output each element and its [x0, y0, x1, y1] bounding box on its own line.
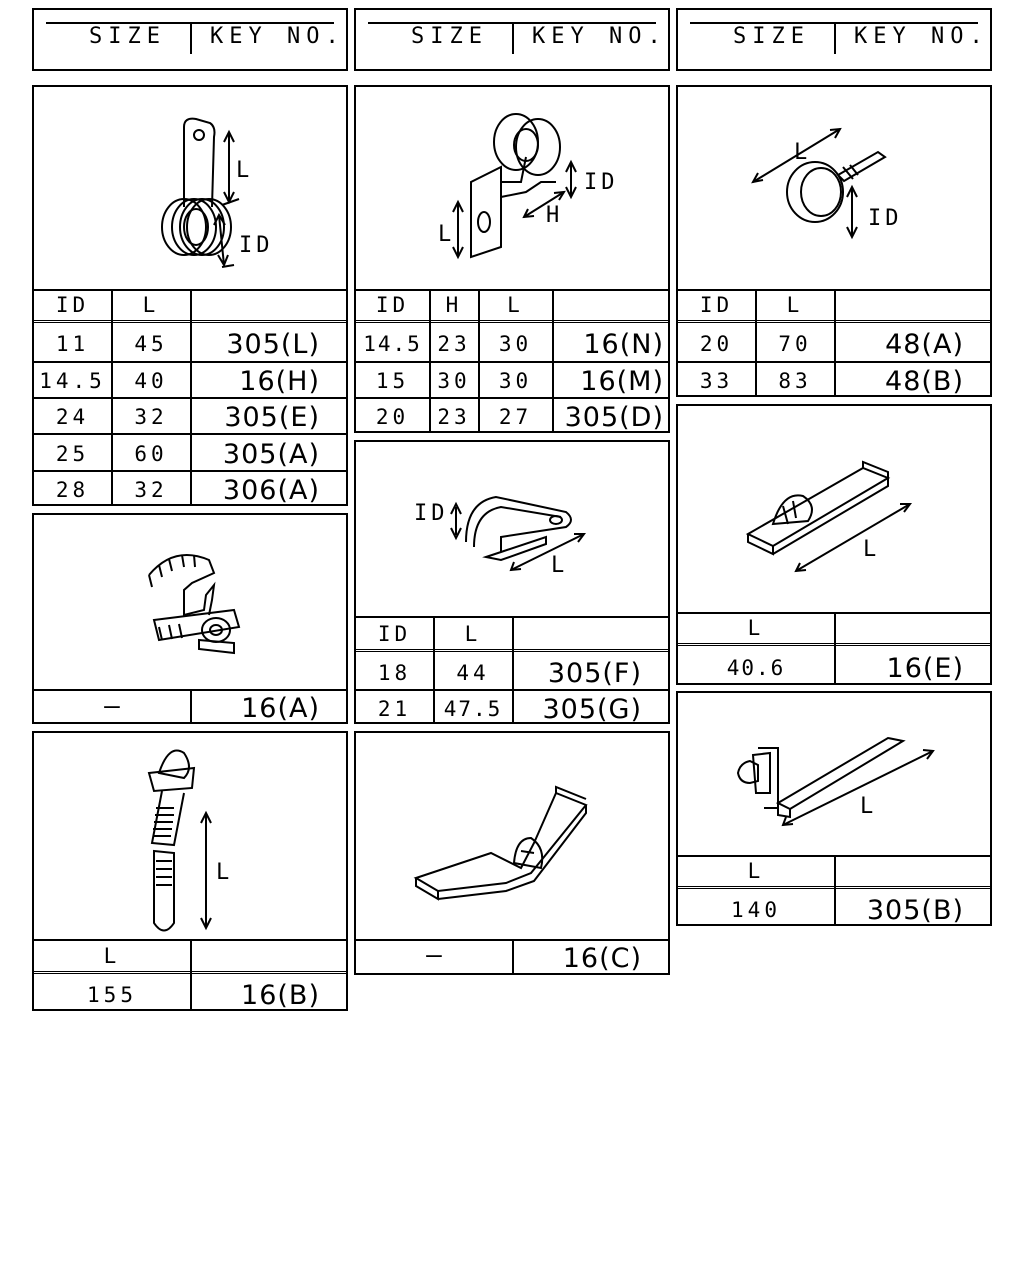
cell: 32 [134, 478, 168, 502]
col-l: L [507, 293, 524, 317]
key-no: 305(B) [866, 895, 964, 926]
cell: 44 [456, 661, 490, 685]
size-header: SIZE [89, 24, 166, 49]
cell: 15 [375, 369, 410, 393]
key-no: 48(B) [885, 366, 964, 397]
cell: 18 [377, 661, 412, 685]
dim-id-label: ID [584, 170, 619, 195]
panel-band-c [676, 85, 992, 397]
cell: 23 [437, 405, 471, 429]
cell: 30 [437, 369, 471, 393]
panel-clamp-b [354, 85, 670, 433]
panel-clip-e [354, 440, 670, 724]
cell: 70 [778, 332, 812, 356]
dim-h-label: H [546, 203, 560, 228]
key-no: 16(N) [583, 329, 664, 360]
panel-clamp-a [32, 85, 348, 506]
cell: 11 [55, 332, 90, 356]
no-size-dash: — [104, 691, 120, 721]
long-tie-drawing [678, 693, 990, 855]
cell: 14.5 [39, 369, 106, 393]
key-no: 16(C) [562, 943, 642, 974]
col-l: L [464, 622, 482, 646]
cell: 25 [55, 442, 90, 466]
cell: 60 [134, 442, 168, 466]
dim-l-label: L [438, 222, 452, 247]
dim-l-label: L [551, 553, 565, 578]
cell: 30 [498, 332, 533, 356]
cell: 27 [498, 405, 533, 429]
cell: 23 [437, 332, 471, 356]
cell: 155 [87, 983, 137, 1007]
key-no: 48(A) [885, 329, 964, 360]
dim-l-label: L [236, 158, 250, 183]
dim-id-label: ID [414, 501, 449, 526]
col-l: L [747, 616, 765, 640]
cell: 83 [778, 369, 812, 393]
dim-l-label: L [860, 794, 874, 819]
key-no: 305(A) [222, 439, 320, 470]
key-no: 16(E) [886, 653, 964, 684]
cell: 24 [55, 405, 90, 429]
cell: 45 [134, 332, 168, 356]
header-box-2 [354, 8, 670, 71]
cell: 32 [134, 405, 168, 429]
key-no: 305(F) [547, 658, 642, 689]
key-header: KEY NO. [210, 24, 345, 49]
slot-clamp-drawing [356, 442, 668, 616]
key-header: KEY NO. [532, 24, 667, 49]
cell: 140 [731, 898, 781, 922]
key-no: 16(H) [239, 366, 320, 397]
col-h: H [445, 293, 463, 317]
flat-tie-2-drawing [356, 733, 668, 939]
col-id: ID [699, 293, 734, 317]
col-l: L [786, 293, 804, 317]
key-no: 16(A) [241, 693, 320, 724]
header-box-3 [676, 8, 992, 71]
panel-tie-g [32, 731, 348, 1011]
no-size-dash: — [426, 940, 442, 970]
panel-tie-h [354, 731, 670, 975]
dim-l-label: L [216, 860, 230, 885]
key-no: 305(L) [226, 329, 320, 360]
p-clamp-drawing [34, 87, 346, 289]
clip-drawing [34, 515, 346, 689]
key-no: 306(A) [222, 475, 320, 506]
cell: 20 [699, 332, 734, 356]
col-id: ID [55, 293, 90, 317]
push-mount-tie-drawing [34, 733, 346, 939]
header-box-1 [32, 8, 348, 71]
key-no: 305(D) [564, 402, 664, 433]
col-l: L [747, 859, 765, 883]
col-l: L [142, 293, 160, 317]
dim-id-label: ID [868, 206, 903, 231]
key-no: 305(E) [224, 402, 320, 433]
cell: 20 [375, 405, 410, 429]
panel-clip-d [32, 513, 348, 724]
cell: 14.5 [363, 332, 422, 356]
cell: 47.5 [443, 697, 503, 721]
key-no: 16(M) [580, 366, 664, 397]
col-l: L [103, 944, 121, 968]
cell: 30 [498, 369, 533, 393]
col-id: ID [377, 622, 412, 646]
cell: 40 [134, 369, 168, 393]
cell: 40.6 [726, 656, 786, 680]
cell: 33 [699, 369, 734, 393]
cell: 28 [55, 478, 90, 502]
col-id: ID [375, 293, 410, 317]
dim-l-label: L [863, 537, 877, 562]
key-no: 16(B) [241, 980, 320, 1011]
panel-tie-f [676, 404, 992, 685]
size-header: SIZE [411, 24, 488, 49]
flat-tie-drawing [678, 406, 990, 612]
cell: 21 [377, 697, 412, 721]
band-clamp-drawing [678, 87, 990, 289]
double-clamp-drawing [356, 87, 668, 289]
key-header: KEY NO. [854, 24, 989, 49]
dim-id-label: ID [239, 233, 274, 258]
key-no: 305(G) [542, 694, 642, 725]
dim-l-label: L [794, 140, 808, 165]
panel-tie-i [676, 691, 992, 926]
size-header: SIZE [733, 24, 810, 49]
